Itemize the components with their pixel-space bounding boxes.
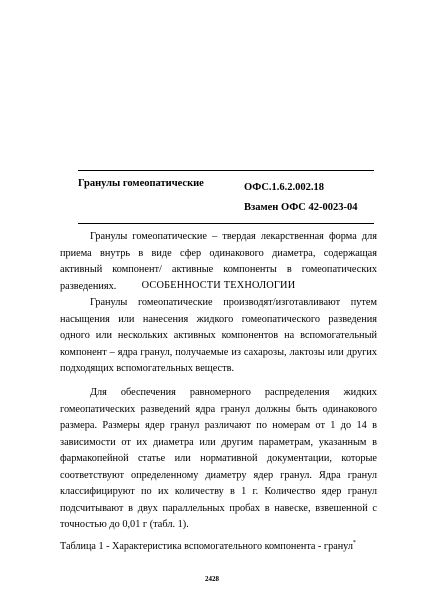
granule-size-paragraph: Для обеспечения равномерного распределения жидких гомеопатических разведений ядра гранул должны быть одинакового размера. Размеры ядер гранул различают по номерам от 1 до 14 в зависимости от их диаметра или другим параметрам, указанным в фармакопейной статье или нормативной документации, которые соответствуют определенному диаметру ядер гранул. Ядра гранул классифицируют по их количеству в 1 г. Количество ядер гранул подсчитывают в двух параллельных пробах в навеске, взвешенной с точностью до 0,01 г (табл. 1). (60, 387, 377, 530)
monograph-codes (244, 178, 357, 218)
section-heading: ОСОБЕННОСТИ ТЕХНОЛОГИИ (141, 280, 296, 291)
table-caption (60, 535, 380, 555)
table-caption-text: Таблица 1 - Характеристика вспомогательного компонента - гранул (60, 541, 353, 552)
technology-paragraph: Гранулы гомеопатические производят/изготавливают путем насыщения или нанесения жидкого гомеопатического разведения одного или нескольких активных компонентов на вспомогательный компонент – ядра гранул, получаемые из сахарозы, лактозы или других подходящих вспомогательных веществ. (60, 297, 377, 374)
header-top-rule (78, 170, 374, 171)
monograph-title: Гранулы гомеопатические (78, 178, 204, 189)
monograph-replaces: Взамен ОФС 42-0023-04 (244, 202, 358, 213)
footnote-mark: * (352, 540, 356, 546)
definition-paragraph: Гранулы гомеопатические – твердая лекарственная форма для приема внутрь в виде сфер одинакового диаметра, содержащая активный компонент/ активные компоненты в гомеопатических разведениях. (60, 231, 377, 292)
page-number: 2428 (205, 575, 219, 583)
monograph-code: ОФС.1.6.2.002.18 (244, 182, 325, 193)
header-bottom-rule (78, 223, 374, 224)
